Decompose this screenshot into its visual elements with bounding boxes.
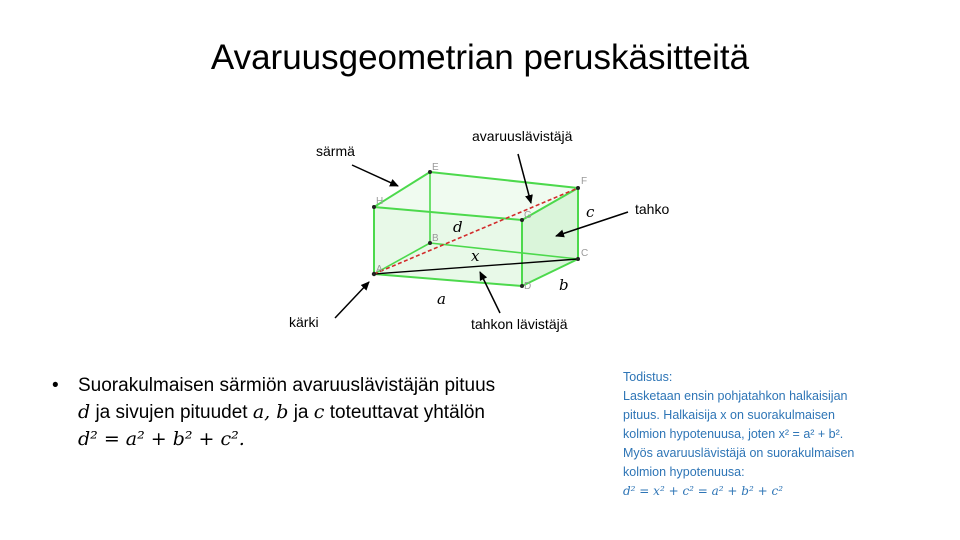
bullet-symbol: • <box>52 375 59 396</box>
proof-line-4: kolmion hypotenuusa, joten x² = a² + b². <box>623 427 844 441</box>
var-x: x <box>471 247 480 265</box>
bullet-var-d: d <box>78 401 91 423</box>
vertex-label-G: G <box>524 210 532 221</box>
bullet-text-and: ja <box>293 402 309 423</box>
vertex-label-D: D <box>524 281 532 292</box>
bullet-vars-ab: a, b <box>252 401 289 423</box>
proof-line-1: Todistus: <box>623 370 673 384</box>
proof-box <box>623 368 943 501</box>
label-edge: särmä <box>316 143 355 159</box>
vertex-label-A: A <box>376 264 383 275</box>
slide-title: Avaruusgeometrian peruskäsitteitä <box>210 38 750 77</box>
label-vertex: kärki <box>289 314 319 330</box>
label-face-diagonal: tahkon lävistäjä <box>471 316 568 332</box>
proof-line-5: Myös avaruuslävistäjä on suorakulmaisen <box>623 446 855 460</box>
vertex-dot-C <box>576 257 580 261</box>
proof-line-7: d² = x² + c² = a² + b² + c² <box>623 484 784 498</box>
vertex-label-B: B <box>432 233 439 244</box>
var-d: d <box>453 218 463 236</box>
bullet-line-1: Suorakulmaisen särmiön avaruuslävistäjän pituus <box>78 375 496 396</box>
proof-line-3: pituus. Halkaisija x on suorakulmaisen <box>623 408 835 422</box>
var-a: a <box>437 290 446 308</box>
vertex-label-E: E <box>432 162 439 173</box>
bullet-line-2 <box>78 399 578 426</box>
proof-line-2: Lasketaan ensin pohjatahkon halkaisijan <box>623 389 848 403</box>
var-b: b <box>559 276 569 294</box>
vertex-label-F: F <box>581 176 588 187</box>
proof-line-6: kolmion hypotenuusa: <box>623 465 745 479</box>
arrow-edge <box>352 165 398 186</box>
arrow-vertex <box>335 282 369 318</box>
bullet-formula: d² = a² + b² + c². <box>78 428 245 450</box>
label-space-diagonal: avaruuslävistäjä <box>472 128 573 144</box>
bullet-text-sides: ja sivujen pituudet <box>95 402 248 423</box>
bullet-var-c: c <box>313 401 325 423</box>
vertex-label-C: C <box>581 248 589 259</box>
vertex-dot-F <box>576 186 580 190</box>
label-face: tahko <box>635 201 670 217</box>
vertex-label-H: H <box>376 196 384 207</box>
bullet-text-satisfy: toteuttavat yhtälön <box>329 402 485 423</box>
var-c: c <box>586 203 595 221</box>
